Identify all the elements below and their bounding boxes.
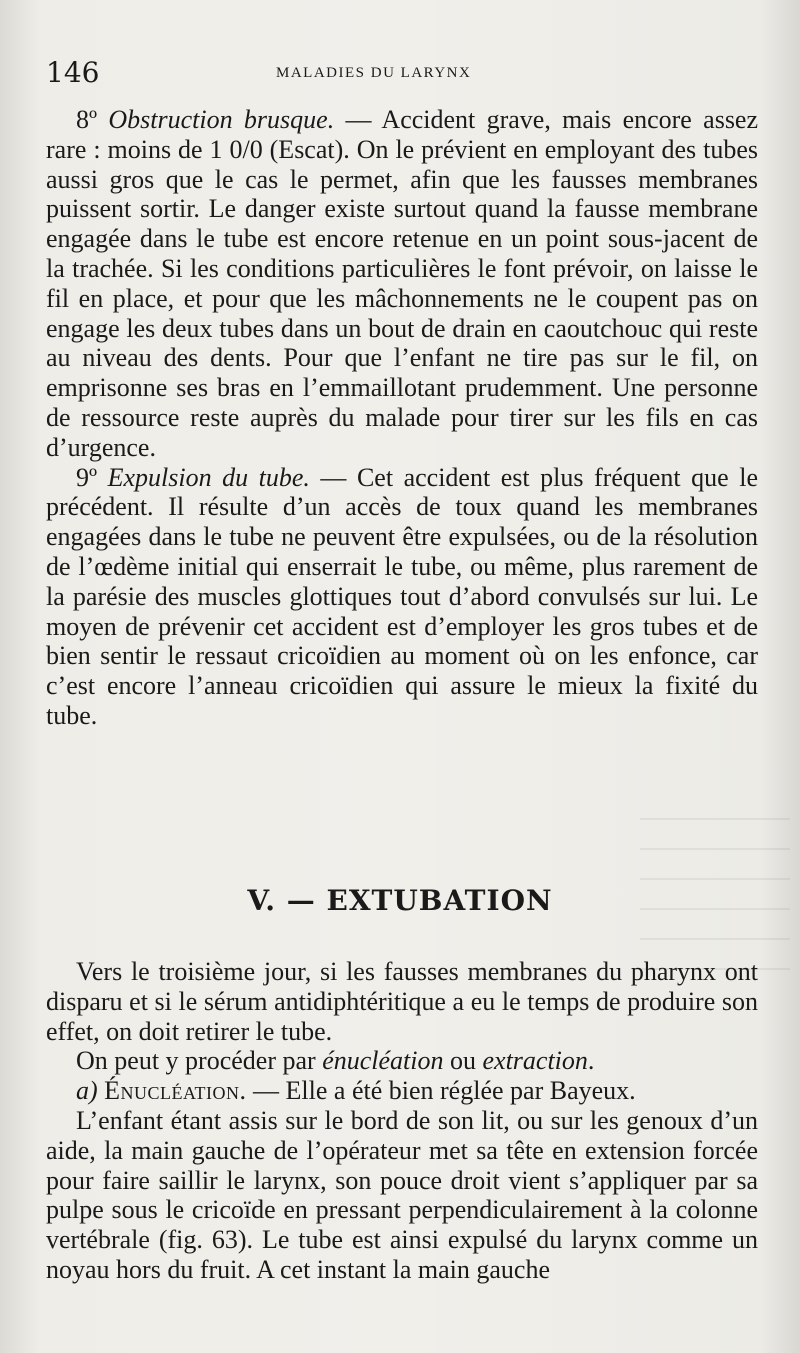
paragraph-text: — Accident grave, mais encore assez rare : moins de 1 0/0 (Escat). On le prévient en employant des tubes aussi gros que le cas le permet, afin que les fausses membranes puissent sortir. Le danger existe surtout quand la fausse membrane engagée dans le tube est encore retenue en un point sous-jacent de la trachée. Si les conditions particulières le font prévoir, on laisse le fil en place, et pour que les mâchonnements ne le coupent pas on engage les deux tubes dans un bout de drain en caoutchouc qui reste au niveau des dents. Pour que l’enfant ne tire pas sur le fil, on emprisonne ses bras en l’emmaillotant prudemment. Une personne de ressource reste auprès du malade pour tirer sur les fils en cas d’urgence. [46,105,759,462]
paragraph-expulsion [46,463,758,731]
paragraph-text: — Elle a été bien réglée par Bayeux. [246,1076,636,1106]
section-heading: V. — EXTUBATION [247,884,553,917]
paragraph-number: 9º [76,462,98,492]
term-extraction: extraction [482,1046,588,1076]
running-head: MALADIES DU LARYNX [276,65,472,81]
paragraph-methods: On peut y procéder par énucléation ou extraction. [76,1046,595,1076]
page-header [46,56,754,96]
paragraph-title: Obstruction brusque. [108,105,335,134]
paragraph-procedure: L’enfant étant assis sur le bord de son lit, ou sur les genoux d’un aide, la main gauche de l’opérateur met sa tête en extension forcée pour faire saillir le larynx, son pouce droit vient s’appliquer par sa pulpe sous le cricoïde en pressant perpendiculairement à la colonne vertébrale (fig. 63). Le tube est ainsi expulsé du larynx comme un noyau hors du fruit. A cet instant la main gauche [46,1105,758,1284]
paragraph-text: — Cet accident est plus fréquent que le précédent. Il résulte d’un accès de toux quand les membranes engagées dans le tube ne peuvent être expulsées, ou de la résolution de l’œdème initial qui enserrait le tube, ou même, plus rarement de la parésie des muscles glottiques tout d’abord convulsés sur lui. Le moyen de prévenir cet accident est d’employer les gros tubes et de bien sentir le ressaut cricoïdien au moment où on les enfonce, car c’est encore l’anneau cricoïdien qui assure le mieux la fixité du tube. [46,462,758,730]
paragraph-title: Énucléation. [104,1076,247,1106]
paragraph-title: Expulsion du tube. [107,462,310,492]
paragraph-number: 8º [76,105,98,134]
text-block-complications [46,105,758,731]
paragraph-obstruction [46,105,758,463]
page-number: 146 [46,56,100,89]
show-through-text [640,790,790,970]
paragraph-number: a) [76,1076,98,1106]
paragraph-intro: Vers le troisième jour, si les fausses membranes du pharynx ont disparu et si le sérum antidiphtéritique a eu le temps de produire son effet, on doit retirer le tube. [46,957,758,1046]
paragraph-enucleation [46,1076,758,1106]
term-enucleation: énucléation [322,1046,444,1076]
text-block-extubation [46,957,758,1285]
